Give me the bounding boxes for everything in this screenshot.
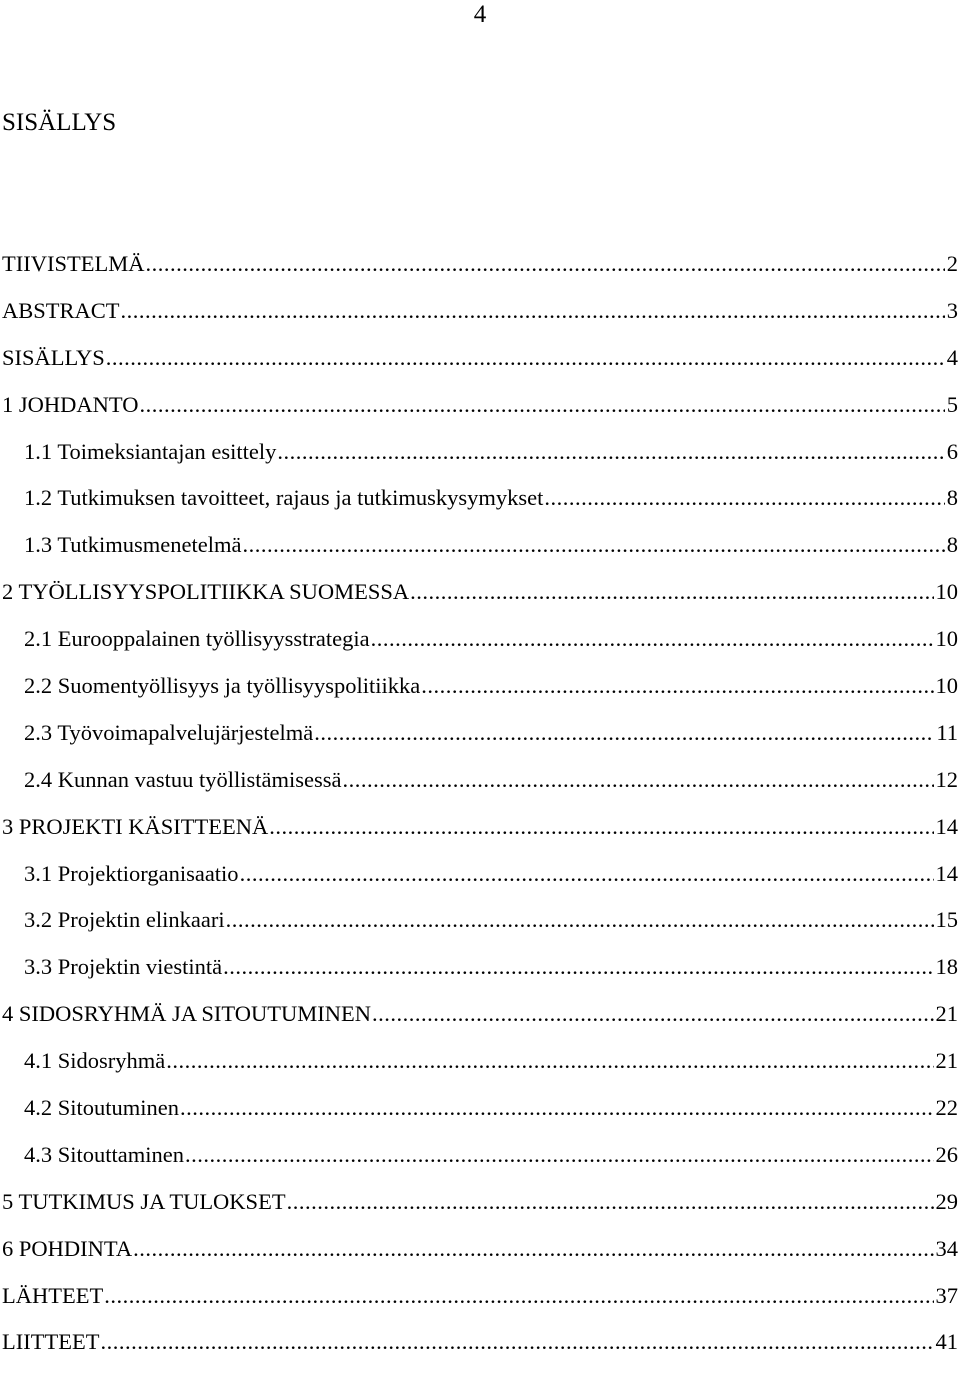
- toc-dot-leader: [104, 1281, 933, 1311]
- toc-dot-leader: [240, 859, 934, 889]
- toc-entry[interactable]: [0, 296, 960, 343]
- toc-entry-title: 1 JOHDANTO: [2, 390, 138, 420]
- toc-entry-title: ABSTRACT: [2, 296, 120, 326]
- toc-entry-title: 2.3 Työvoimapalvelujärjestelmä: [24, 718, 313, 748]
- toc-entry-page: 12: [936, 765, 960, 795]
- toc-entry-page: 3: [947, 296, 960, 326]
- toc-entry-title: 1.1 Toimeksiantajan esittely: [24, 437, 276, 467]
- toc-dot-leader: [185, 1140, 934, 1170]
- toc-entry[interactable]: [0, 905, 960, 952]
- toc-entry-title: SISÄLLYS: [2, 343, 105, 373]
- toc-entry-title: 2.1 Eurooppalainen työllisyysstrategia: [24, 624, 370, 654]
- toc-entry[interactable]: [0, 671, 960, 718]
- toc-entry[interactable]: [0, 718, 960, 765]
- toc-entry-title: 3.3 Projektin viestintä: [24, 952, 222, 982]
- toc-entry[interactable]: [0, 1281, 960, 1328]
- toc-entry-title: LÄHTEET: [2, 1281, 103, 1311]
- toc-entry[interactable]: [0, 859, 960, 906]
- toc-entry-page: 14: [936, 812, 960, 842]
- toc-entry-page: 6: [947, 437, 960, 467]
- toc-entry-title: 4.1 Sidosryhmä: [24, 1046, 165, 1076]
- toc-entry-page: 22: [936, 1093, 960, 1123]
- toc-entry-page: 34: [936, 1234, 960, 1264]
- toc-entry-page: 21: [936, 999, 960, 1029]
- toc-entry-page: 11: [936, 718, 960, 748]
- table-of-contents: [0, 249, 960, 1374]
- toc-dot-leader: [421, 671, 933, 701]
- toc-entry-page: 8: [947, 483, 960, 513]
- toc-entry-title: 2.2 Suomentyöllisyys ja työllisyyspolitiikka: [24, 671, 420, 701]
- page-number: 4: [0, 0, 960, 30]
- toc-entry-page: 21: [936, 1046, 960, 1076]
- toc-entry[interactable]: [0, 1234, 960, 1281]
- toc-dot-leader: [287, 1187, 934, 1217]
- toc-heading: SISÄLLYS: [2, 108, 116, 138]
- toc-entry-page: 10: [936, 624, 960, 654]
- toc-dot-leader: [180, 1093, 933, 1123]
- toc-dot-leader: [544, 483, 944, 513]
- toc-dot-leader: [121, 296, 945, 326]
- toc-dot-leader: [139, 390, 944, 420]
- toc-dot-leader: [133, 1234, 933, 1264]
- toc-entry-title: 4.3 Sitouttaminen: [24, 1140, 184, 1170]
- toc-entry-title: 3 PROJEKTI KÄSITTEENÄ: [2, 812, 268, 842]
- toc-dot-leader: [269, 812, 933, 842]
- toc-entry-title: 2 TYÖLLISYYSPOLITIIKKA SUOMESSA: [2, 577, 409, 607]
- toc-entry[interactable]: [0, 530, 960, 577]
- toc-entry-title: LIITTEET: [2, 1327, 99, 1357]
- toc-entry-page: 10: [936, 671, 960, 701]
- toc-dot-leader: [106, 343, 945, 373]
- toc-entry-title: 1.2 Tutkimuksen tavoitteet, rajaus ja tutkimuskysymykset: [24, 483, 543, 513]
- toc-entry-title: 2.4 Kunnan vastuu työllistämisessä: [24, 765, 341, 795]
- toc-dot-leader: [243, 530, 945, 560]
- toc-entry-page: 37: [936, 1281, 960, 1311]
- toc-dot-leader: [223, 952, 933, 982]
- toc-dot-leader: [100, 1327, 933, 1357]
- toc-entry[interactable]: [0, 624, 960, 671]
- toc-entry[interactable]: [0, 1046, 960, 1093]
- toc-dot-leader: [372, 999, 934, 1029]
- toc-entry-title: TIIVISTELMÄ: [2, 249, 144, 279]
- toc-entry-title: 3.2 Projektin elinkaari: [24, 905, 225, 935]
- toc-entry[interactable]: [0, 483, 960, 530]
- toc-entry[interactable]: [0, 437, 960, 484]
- toc-entry-page: 2: [947, 249, 960, 279]
- toc-entry[interactable]: [0, 1327, 960, 1374]
- toc-entry[interactable]: [0, 343, 960, 390]
- toc-entry-page: 18: [936, 952, 960, 982]
- toc-dot-leader: [277, 437, 944, 467]
- toc-dot-leader: [371, 624, 934, 654]
- toc-entry[interactable]: [0, 765, 960, 812]
- toc-entry-page: 41: [936, 1327, 960, 1357]
- toc-entry-page: 29: [936, 1187, 960, 1217]
- toc-entry-page: 5: [947, 390, 960, 420]
- toc-dot-leader: [145, 249, 944, 279]
- toc-dot-leader: [226, 905, 934, 935]
- toc-entry[interactable]: [0, 1093, 960, 1140]
- toc-entry-page: 15: [936, 905, 960, 935]
- toc-entry[interactable]: [0, 1187, 960, 1234]
- toc-entry[interactable]: [0, 577, 960, 624]
- toc-entry[interactable]: [0, 999, 960, 1046]
- toc-entry-page: 14: [936, 859, 960, 889]
- toc-entry-title: 3.1 Projektiorganisaatio: [24, 859, 239, 889]
- toc-entry[interactable]: [0, 952, 960, 999]
- toc-dot-leader: [410, 577, 933, 607]
- toc-entry-page: 8: [947, 530, 960, 560]
- toc-entry-title: 4 SIDOSRYHMÄ JA SITOUTUMINEN: [2, 999, 371, 1029]
- toc-entry-page: 4: [947, 343, 960, 373]
- toc-entry-title: 5 TUTKIMUS JA TULOKSET: [2, 1187, 286, 1217]
- toc-entry-title: 6 POHDINTA: [2, 1234, 132, 1264]
- toc-entry[interactable]: [0, 812, 960, 859]
- toc-dot-leader: [342, 765, 933, 795]
- toc-entry-page: 10: [936, 577, 960, 607]
- toc-entry-title: 4.2 Sitoutuminen: [24, 1093, 179, 1123]
- toc-entry[interactable]: [0, 1140, 960, 1187]
- toc-entry-page: 26: [936, 1140, 960, 1170]
- toc-dot-leader: [166, 1046, 933, 1076]
- toc-dot-leader: [314, 718, 934, 748]
- toc-entry-title: 1.3 Tutkimusmenetelmä: [24, 530, 242, 560]
- toc-entry[interactable]: [0, 249, 960, 296]
- toc-entry[interactable]: [0, 390, 960, 437]
